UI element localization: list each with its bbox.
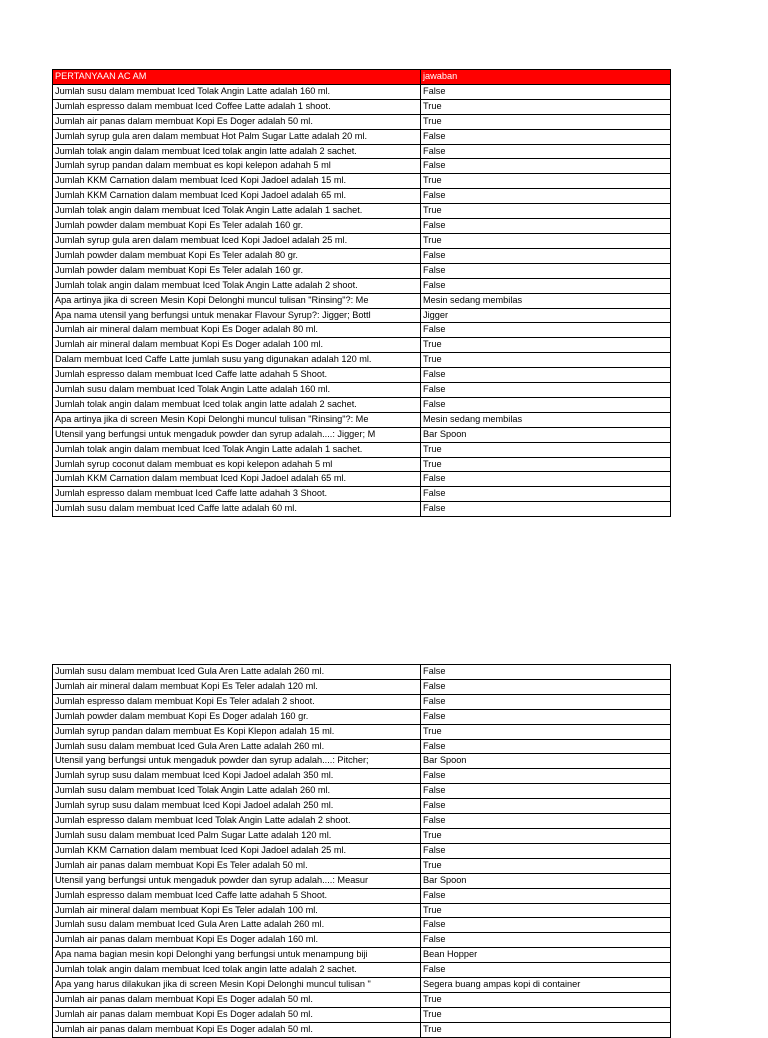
question-cell[interactable]: Jumlah susu dalam membuat Iced Tolak Angin Latte adalah 260 ml. (53, 784, 421, 799)
question-cell[interactable]: Dalam membuat Iced Caffe Latte jumlah susu yang digunakan adalah 120 ml. (53, 353, 421, 368)
answer-cell[interactable]: Bar Spoon (421, 754, 671, 769)
question-cell[interactable]: Jumlah syrup gula aren dalam membuat Hot Palm Sugar Latte adalah 20 ml. (53, 129, 421, 144)
table-row (53, 457, 671, 472)
answer-cell[interactable]: True (421, 442, 671, 457)
answer-cell[interactable]: False (421, 487, 671, 502)
table-row (53, 1007, 671, 1022)
answer-cell[interactable]: False (421, 278, 671, 293)
table-row (53, 828, 671, 843)
table-row (53, 278, 671, 293)
answer-cell[interactable]: Jigger (421, 308, 671, 323)
answer-cell[interactable]: False (421, 799, 671, 814)
table-row (53, 412, 671, 427)
question-cell[interactable]: Jumlah syrup susu dalam membuat Iced Kopi Jadoel adalah 250 ml. (53, 799, 421, 814)
table-row (53, 174, 671, 189)
answer-cell[interactable]: False (421, 769, 671, 784)
table-row (53, 888, 671, 903)
question-cell[interactable]: Jumlah espresso dalam membuat Kopi Es Teler adalah 2 shoot. (53, 694, 421, 709)
answer-cell[interactable]: True (421, 1022, 671, 1037)
answer-cell[interactable]: False (421, 679, 671, 694)
table-row (53, 978, 671, 993)
table-row (53, 189, 671, 204)
answer-cell[interactable]: Bean Hopper (421, 948, 671, 963)
answer-cell[interactable]: True (421, 457, 671, 472)
table-row (53, 933, 671, 948)
table-row (53, 293, 671, 308)
question-cell[interactable]: Apa artinya jika di screen Mesin Kopi Delonghi muncul tulisan "Rinsing"?: Me (53, 293, 421, 308)
header-row (53, 70, 671, 85)
question-cell[interactable]: Jumlah powder dalam membuat Kopi Es Teler adalah 80 gr. (53, 248, 421, 263)
question-cell[interactable]: Jumlah powder dalam membuat Kopi Es Teler adalah 160 gr. (53, 219, 421, 234)
question-cell[interactable]: Jumlah KKM Carnation dalam membuat Iced Kopi Jadoel adalah 25 ml. (53, 843, 421, 858)
header-answer[interactable]: jawaban (421, 70, 671, 85)
answer-cell[interactable]: False (421, 323, 671, 338)
table-row (53, 918, 671, 933)
question-cell[interactable]: Jumlah syrup pandan dalam membuat Es Kopi Klepon adalah 15 ml. (53, 724, 421, 739)
answer-cell[interactable]: True (421, 99, 671, 114)
table-row (53, 769, 671, 784)
table-row (53, 709, 671, 724)
table-row (53, 263, 671, 278)
question-cell[interactable]: Jumlah espresso dalam membuat Iced Caffe latte adahah 3 Shoot. (53, 487, 421, 502)
question-cell[interactable]: Apa yang harus dilakukan jika di screen Mesin Kopi Delonghi muncul tulisan " (53, 978, 421, 993)
question-cell[interactable]: Utensil yang berfungsi untuk mengaduk powder dan syrup adalah....: Jigger; M (53, 427, 421, 442)
table-row (53, 679, 671, 694)
table-row (53, 963, 671, 978)
table-row (53, 397, 671, 412)
question-cell[interactable]: Apa nama utensil yang berfungsi untuk menakar Flavour Syrup?: Jigger; Bottl (53, 308, 421, 323)
answer-cell[interactable]: True (421, 353, 671, 368)
answer-cell[interactable]: False (421, 84, 671, 99)
answer-cell[interactable]: False (421, 918, 671, 933)
answer-cell[interactable]: True (421, 992, 671, 1007)
question-cell[interactable]: Jumlah air mineral dalam membuat Kopi Es Doger adalah 100 ml. (53, 338, 421, 353)
answer-cell[interactable]: False (421, 368, 671, 383)
question-cell[interactable]: Jumlah air panas dalam membuat Kopi Es Doger adalah 50 ml. (53, 114, 421, 129)
question-cell[interactable]: Jumlah powder dalam membuat Kopi Es Doger adalah 160 gr. (53, 709, 421, 724)
answer-cell[interactable]: False (421, 709, 671, 724)
question-cell[interactable]: Jumlah susu dalam membuat Iced Tolak Angin Latte adalah 160 ml. (53, 84, 421, 99)
question-cell[interactable]: Jumlah tolak angin dalam membuat Iced Tolak Angin Latte adalah 1 sachet. (53, 204, 421, 219)
answer-cell[interactable]: True (421, 903, 671, 918)
table-row (53, 248, 671, 263)
table-row (53, 219, 671, 234)
question-cell[interactable]: Jumlah air panas dalam membuat Kopi Es Doger adalah 50 ml. (53, 1007, 421, 1022)
question-cell[interactable]: Jumlah susu dalam membuat Iced Tolak Angin Latte adalah 160 ml. (53, 383, 421, 398)
question-cell[interactable]: Jumlah susu dalam membuat Iced Gula Aren Latte adalah 260 ml. (53, 918, 421, 933)
table-row (53, 694, 671, 709)
question-cell[interactable]: Jumlah air panas dalam membuat Kopi Es Doger adalah 160 ml. (53, 933, 421, 948)
question-cell[interactable]: Jumlah espresso dalam membuat Iced Tolak Angin Latte adalah 2 shoot. (53, 814, 421, 829)
table-row (53, 784, 671, 799)
question-cell[interactable]: Jumlah KKM Carnation dalam membuat Iced Kopi Jadoel adalah 65 ml. (53, 472, 421, 487)
question-cell[interactable]: Jumlah KKM Carnation dalam membuat Iced Kopi Jadoel adalah 15 ml. (53, 174, 421, 189)
table-row (53, 724, 671, 739)
answer-cell[interactable]: True (421, 338, 671, 353)
table-row (53, 323, 671, 338)
answer-cell[interactable]: False (421, 159, 671, 174)
answer-cell[interactable]: False (421, 144, 671, 159)
question-cell[interactable]: Apa artinya jika di screen Mesin Kopi Delonghi muncul tulisan "Rinsing"?: Me (53, 412, 421, 427)
answer-cell[interactable]: Segera buang ampas kopi di container (421, 978, 671, 993)
answer-cell[interactable]: True (421, 233, 671, 248)
answer-cell[interactable]: False (421, 263, 671, 278)
question-cell[interactable]: Jumlah air panas dalam membuat Kopi Es Doger adalah 50 ml. (53, 992, 421, 1007)
table-row (53, 665, 671, 680)
table-row (53, 84, 671, 99)
question-cell[interactable]: Jumlah tolak angin dalam membuat Iced tolak angin latte adalah 2 sachet. (53, 144, 421, 159)
answer-cell[interactable]: True (421, 204, 671, 219)
question-cell[interactable]: Jumlah espresso dalam membuat Iced Coffee Latte adalah 1 shoot. (53, 99, 421, 114)
table-row (53, 843, 671, 858)
answer-cell[interactable]: False (421, 502, 671, 517)
answer-cell[interactable]: True (421, 114, 671, 129)
answer-cell[interactable]: False (421, 219, 671, 234)
table-row (53, 472, 671, 487)
table-row (53, 739, 671, 754)
table-row (53, 992, 671, 1007)
question-cell[interactable]: Jumlah KKM Carnation dalam membuat Iced Kopi Jadoel adalah 65 ml. (53, 189, 421, 204)
table-row (53, 353, 671, 368)
question-cell[interactable]: Jumlah syrup pandan dalam membuat es kopi kelepon adahah 5 ml (53, 159, 421, 174)
answer-cell[interactable]: Bar Spoon (421, 873, 671, 888)
question-cell[interactable]: Jumlah espresso dalam membuat Iced Caffe latte adahah 5 Shoot. (53, 368, 421, 383)
table-row (53, 99, 671, 114)
table-row (53, 754, 671, 769)
table-row (53, 368, 671, 383)
table-row (53, 159, 671, 174)
question-cell[interactable]: Jumlah air panas dalam membuat Kopi Es Doger adalah 50 ml. (53, 1022, 421, 1037)
question-cell[interactable]: Jumlah susu dalam membuat Iced Caffe latte adalah 60 ml. (53, 502, 421, 517)
table-row (53, 308, 671, 323)
table-row (53, 114, 671, 129)
table-row (53, 129, 671, 144)
question-cell[interactable]: Jumlah tolak angin dalam membuat Iced tolak angin latte adalah 2 sachet. (53, 963, 421, 978)
table-row (53, 502, 671, 517)
answer-cell[interactable]: Mesin sedang membilas (421, 293, 671, 308)
table-row (53, 233, 671, 248)
question-cell[interactable]: Jumlah syrup susu dalam membuat Iced Kopi Jadoel adalah 350 ml. (53, 769, 421, 784)
answer-cell[interactable]: False (421, 248, 671, 263)
answer-cell[interactable]: False (421, 784, 671, 799)
table-row (53, 383, 671, 398)
answer-cell[interactable]: False (421, 397, 671, 412)
quiz-table-2 (52, 664, 671, 1038)
table-row (53, 799, 671, 814)
table-row (53, 487, 671, 502)
answer-cell[interactable]: Bar Spoon (421, 427, 671, 442)
question-cell[interactable]: Jumlah tolak angin dalam membuat Iced Tolak Angin Latte adalah 1 sachet. (53, 442, 421, 457)
table-row (53, 814, 671, 829)
table-row (53, 338, 671, 353)
answer-cell[interactable]: False (421, 739, 671, 754)
table-row (53, 903, 671, 918)
answer-cell[interactable]: True (421, 858, 671, 873)
answer-cell[interactable]: False (421, 665, 671, 680)
answer-cell[interactable]: False (421, 129, 671, 144)
question-cell[interactable]: Jumlah powder dalam membuat Kopi Es Teler adalah 160 gr. (53, 263, 421, 278)
answer-cell[interactable]: False (421, 933, 671, 948)
table-row (53, 948, 671, 963)
question-cell[interactable]: Apa nama bagian mesin kopi Delonghi yang berfungsi untuk menampung biji (53, 948, 421, 963)
question-cell[interactable]: Jumlah tolak angin dalam membuat Iced Tolak Angin Latte adalah 2 shoot. (53, 278, 421, 293)
table-row (53, 204, 671, 219)
question-cell[interactable]: Jumlah air mineral dalam membuat Kopi Es Teler adalah 100 ml. (53, 903, 421, 918)
answer-cell[interactable]: True (421, 724, 671, 739)
table-row (53, 442, 671, 457)
answer-cell[interactable]: False (421, 383, 671, 398)
answer-cell[interactable]: False (421, 189, 671, 204)
answer-cell[interactable]: False (421, 843, 671, 858)
question-cell[interactable]: Jumlah espresso dalam membuat Iced Caffe latte adahah 5 Shoot. (53, 888, 421, 903)
table-row (53, 427, 671, 442)
answer-cell[interactable]: False (421, 814, 671, 829)
question-cell[interactable]: Utensil yang berfungsi untuk mengaduk powder dan syrup adalah....: Pitcher; (53, 754, 421, 769)
answer-cell[interactable]: True (421, 174, 671, 189)
question-cell[interactable]: Jumlah tolak angin dalam membuat Iced tolak angin latte adalah 2 sachet. (53, 397, 421, 412)
table-row (53, 1022, 671, 1037)
question-cell[interactable]: Jumlah air mineral dalam membuat Kopi Es Doger adalah 80 ml. (53, 323, 421, 338)
answer-cell[interactable]: False (421, 888, 671, 903)
question-cell[interactable]: Jumlah susu dalam membuat Iced Palm Sugar Latte adalah 120 ml. (53, 828, 421, 843)
answer-cell[interactable]: True (421, 1007, 671, 1022)
table-row (53, 858, 671, 873)
question-cell[interactable]: Utensil yang berfungsi untuk mengaduk powder dan syrup adalah....: Measur (53, 873, 421, 888)
answer-cell[interactable]: Mesin sedang membilas (421, 412, 671, 427)
quiz-table-1 (52, 69, 671, 517)
question-cell[interactable]: Jumlah syrup gula aren dalam membuat Iced Kopi Jadoel adalah 25 ml. (53, 233, 421, 248)
table-row (53, 144, 671, 159)
question-cell[interactable]: Jumlah air mineral dalam membuat Kopi Es Teler adalah 120 ml. (53, 679, 421, 694)
answer-cell[interactable]: False (421, 963, 671, 978)
question-cell[interactable]: Jumlah susu dalam membuat Iced Gula Aren Latte adalah 260 ml. (53, 739, 421, 754)
table-row (53, 873, 671, 888)
question-cell[interactable]: Jumlah syrup coconut dalam membuat es kopi kelepon adahah 5 ml (53, 457, 421, 472)
header-question[interactable]: PERTANYAAN AC AM (53, 70, 421, 85)
answer-cell[interactable]: False (421, 694, 671, 709)
question-cell[interactable]: Jumlah air panas dalam membuat Kopi Es Teler adalah 50 ml. (53, 858, 421, 873)
answer-cell[interactable]: False (421, 472, 671, 487)
question-cell[interactable]: Jumlah susu dalam membuat Iced Gula Aren Latte adalah 260 ml. (53, 665, 421, 680)
answer-cell[interactable]: True (421, 828, 671, 843)
